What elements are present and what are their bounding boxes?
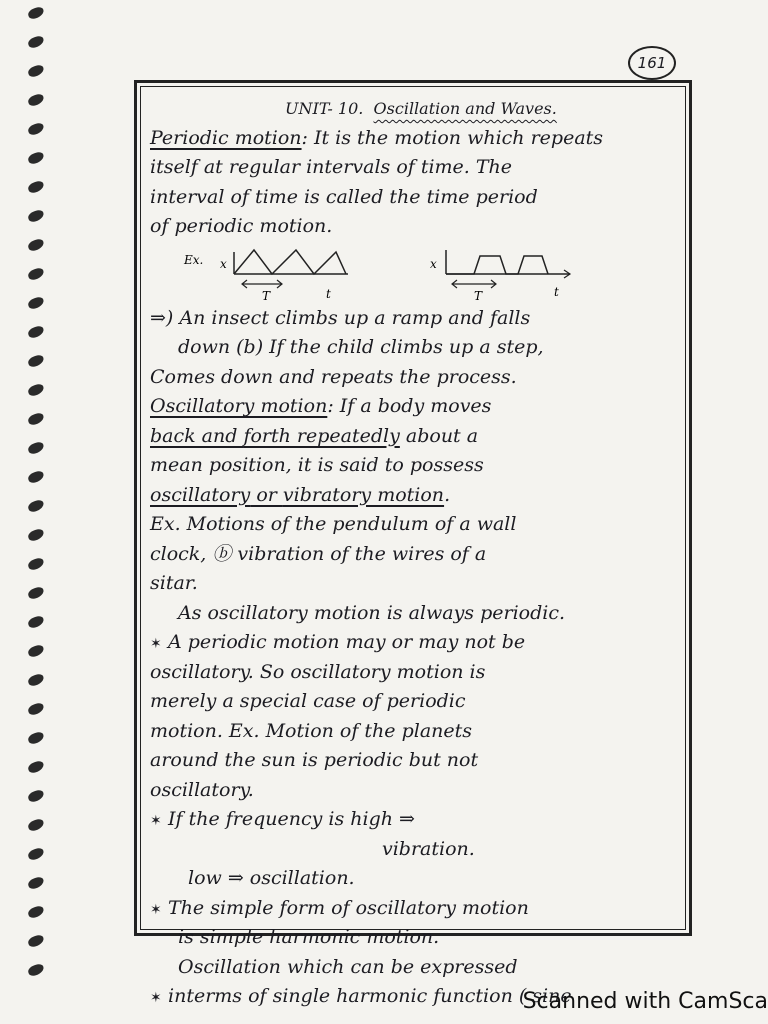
periodic-line-1: Periodic motion: It is the motion which repeats (150, 126, 604, 149)
page-number: 161 (628, 46, 676, 80)
binding-hole (27, 905, 45, 919)
note1-line-2: ✶ A periodic motion may or may not be (150, 628, 680, 658)
oscillatory-line-5: Ex. Motions of the pendulum of a wall (150, 513, 517, 535)
periodic-motion-diagrams (150, 242, 680, 304)
binding-hole (27, 731, 45, 745)
binding-hole (27, 93, 45, 107)
spiral-binding (22, 0, 52, 1000)
binding-hole (27, 470, 45, 484)
periodic-line-4: of periodic motion. (150, 215, 333, 237)
oscillatory-line-7: sitar. (150, 572, 198, 594)
binding-hole (27, 383, 45, 397)
binding-hole (27, 673, 45, 687)
trapezoidal-wave (446, 256, 548, 274)
binding-hole (27, 615, 45, 629)
note2-line-3: low ⇒ oscillation. (188, 867, 355, 889)
binding-hole (27, 760, 45, 774)
binding-hole (27, 644, 45, 658)
unit-heading: UNIT- 10. Oscillation and Waves. (285, 99, 557, 118)
binding-hole (27, 557, 45, 571)
binding-hole (27, 296, 45, 310)
binding-hole (27, 499, 45, 513)
binding-hole (27, 789, 45, 803)
note3-line-2: is simple harmonic motion. (178, 926, 440, 948)
handwritten-notes (150, 94, 680, 1007)
diagram-ex-label: Ex. (184, 252, 204, 267)
star-icon: ✶ (150, 813, 162, 829)
examples-line-1: ⇒) An insect climbs up a ramp and falls (150, 306, 531, 329)
binding-hole (27, 441, 45, 455)
binding-hole (27, 6, 45, 20)
diagram-axis-label-right: x (430, 256, 437, 271)
note2-line-1: ✶ If the frequency is high ⇒ (150, 805, 680, 835)
binding-hole (27, 238, 45, 252)
binding-hole (27, 122, 45, 136)
binding-hole (27, 847, 45, 861)
oscillatory-motion-term: Oscillatory motion (150, 395, 328, 417)
note1-line-1: As oscillatory motion is always periodic. (178, 601, 566, 624)
binding-hole (27, 963, 45, 977)
scanner-watermark: Scanned with CamSca (522, 989, 768, 1014)
binding-hole (27, 354, 45, 368)
binding-hole (27, 528, 45, 542)
binding-hole (27, 180, 45, 194)
triangular-wave (234, 250, 346, 274)
note1-line-7: oscillatory. (150, 778, 254, 801)
diagram-axis-label-left: x (220, 256, 227, 271)
star-icon: ✶ (150, 990, 162, 1006)
time-label-left: t (326, 286, 331, 301)
binding-hole (27, 35, 45, 49)
binding-hole (27, 412, 45, 426)
binding-hole (27, 267, 45, 281)
oscillatory-line-6: clock, ⓑ vibration of the wires of a (150, 542, 487, 565)
binding-hole (27, 64, 45, 78)
period-label-right: T (474, 288, 483, 303)
note1-line-3: oscillatory. So oscillatory motion is (150, 660, 486, 683)
binding-hole (27, 934, 45, 948)
period-label-left: T (262, 288, 271, 303)
note2-line-2: vibration. (382, 837, 475, 860)
note1-line-6: around the sun is periodic but not (150, 749, 479, 771)
binding-hole (27, 702, 45, 716)
note3-line-4: ✶ interms of single harmonic function ( sine (150, 982, 680, 1012)
periodic-line-3: interval of time is called the time period (150, 185, 538, 208)
time-label-right: t (554, 284, 559, 299)
star-icon: ✶ (150, 901, 162, 918)
binding-hole (27, 586, 45, 600)
periodic-sketch (150, 242, 680, 304)
examples-line-3: Comes down and repeats the process. (150, 365, 517, 388)
oscillatory-line-2: back and forth repeatedly about a (150, 424, 479, 447)
periodic-motion-term: Periodic motion (150, 126, 302, 149)
periodic-line-2: itself at regular intervals of time. The (150, 156, 513, 178)
note1-line-5: motion. Ex. Motion of the planets (150, 719, 473, 742)
oscillatory-line-4: oscillatory or vibratory motion. (150, 483, 451, 506)
binding-hole (27, 151, 45, 165)
binding-hole (27, 876, 45, 890)
oscillatory-line-3: mean position, it is said to possess (150, 454, 484, 476)
note3-line-3: Oscillation which can be expressed (178, 955, 518, 978)
oscillatory-line-1: Oscillatory motion: If a body moves (150, 395, 492, 417)
note3-line-1: ✶ The simple form of oscillatory motion (150, 894, 680, 924)
binding-hole (27, 209, 45, 223)
examples-line-2: down (b) If the child climbs up a step, (178, 336, 544, 358)
binding-hole (27, 818, 45, 832)
note1-line-4: merely a special case of periodic (150, 690, 466, 712)
star-icon: ✶ (150, 636, 162, 652)
binding-hole (27, 325, 45, 339)
unit-title: Oscillation and Waves. (373, 99, 557, 118)
